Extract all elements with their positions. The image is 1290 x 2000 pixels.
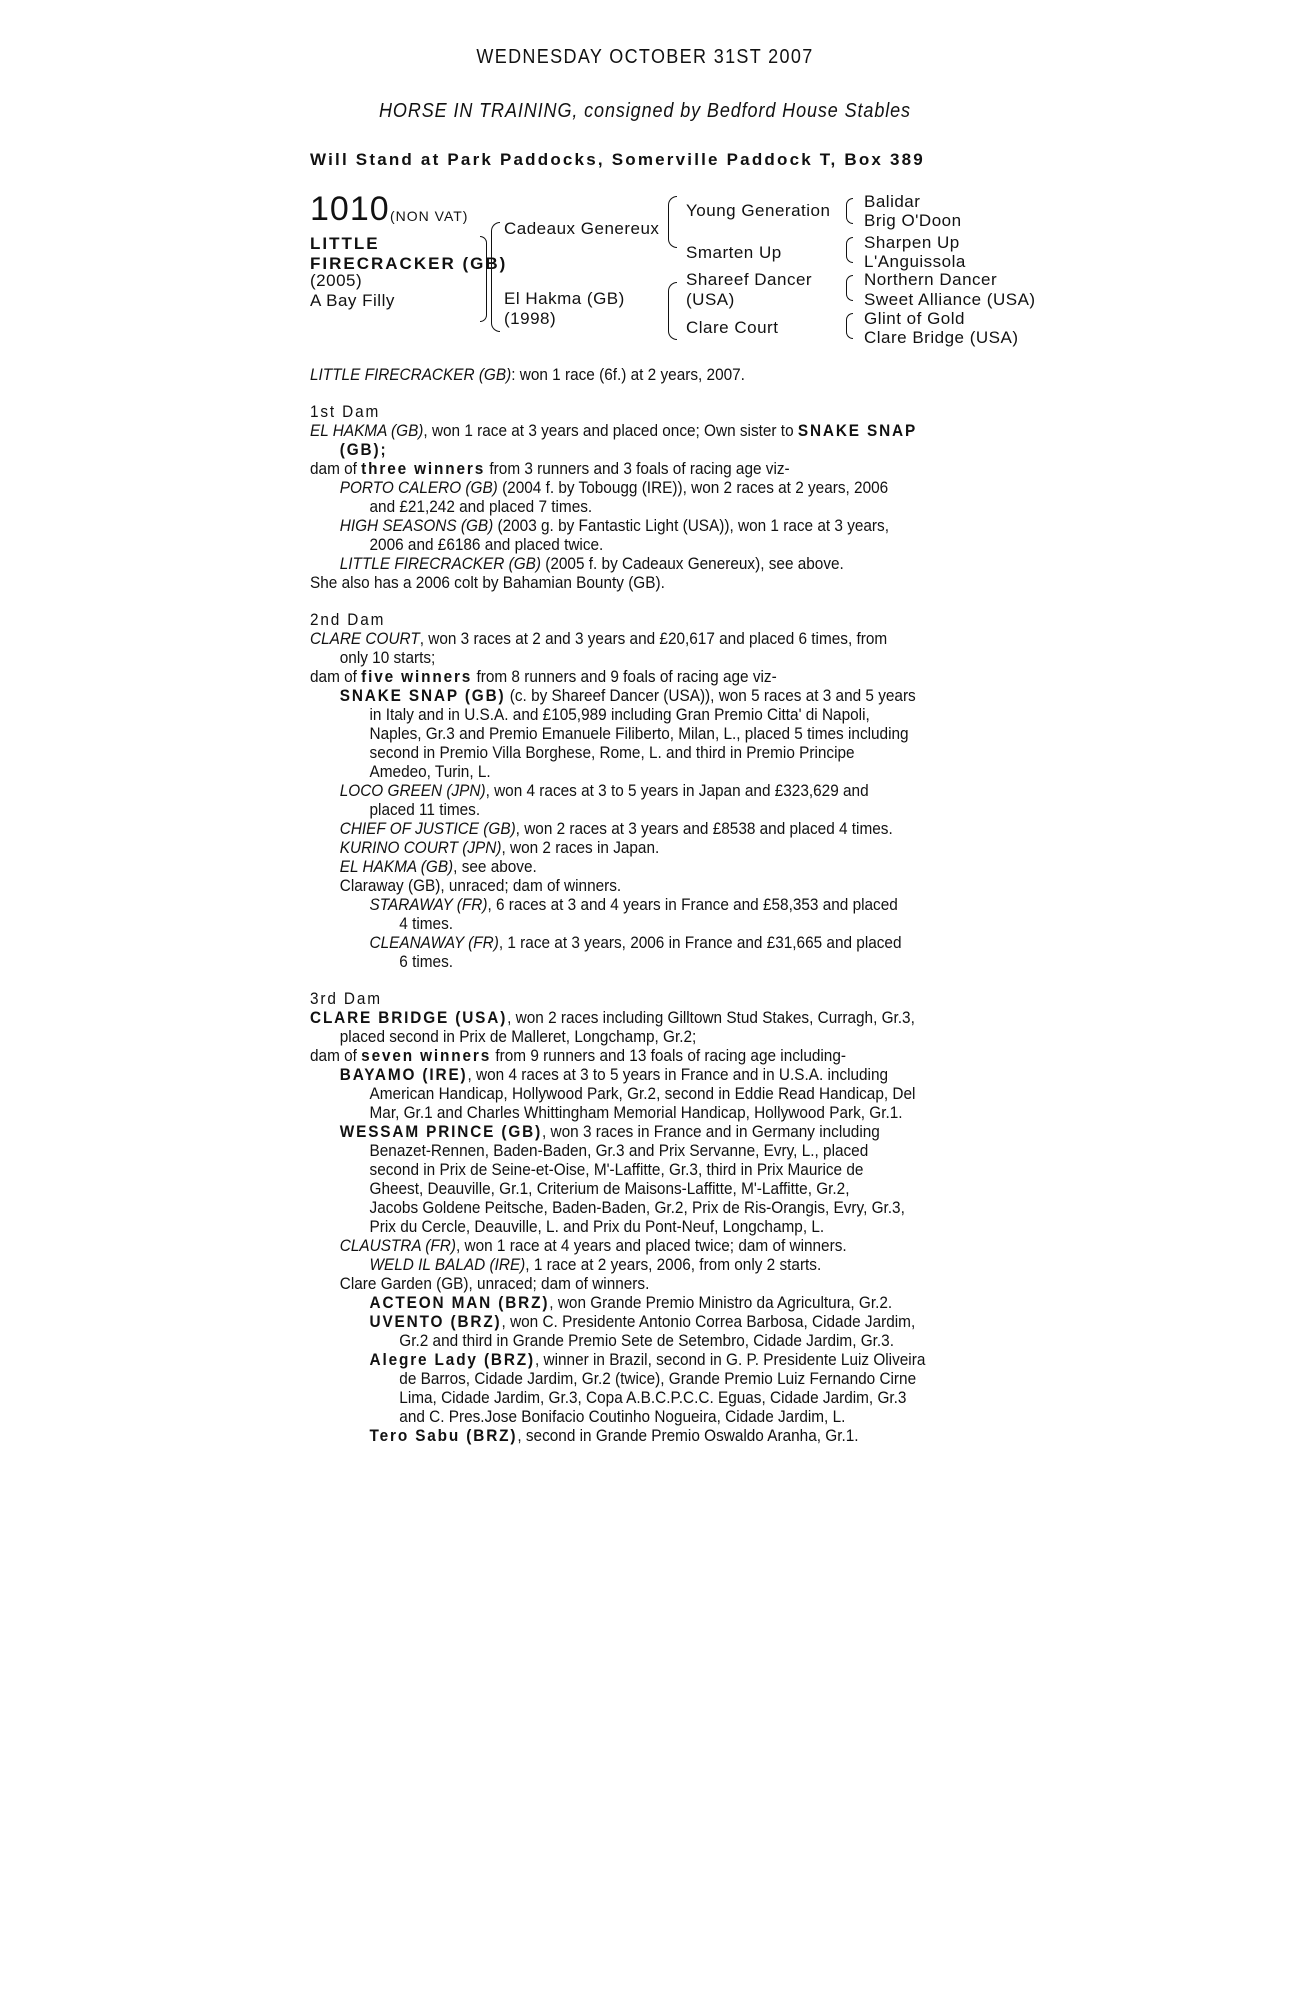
list-item: HIGH SEASONS (GB) (2003 g. by Fantastic Light (USA)), won 1 race at 3 years, [339,517,889,535]
list-item: Clare Garden (GB), unraced; dam of winners. [339,1275,650,1293]
pedigree-dam-sire-line1: Shareef Dancer [686,270,813,289]
horse-name-line1: LITTLE [310,234,380,253]
location-line: Will Stand at Park Paddocks, Somerville Paddock T, Box 389 [310,150,925,169]
list-item: KURINO COURT (JPN), won 2 races in Japan. [339,839,660,857]
second-dam-summary: CLARE COURT, won 3 races at 2 and 3 years and £20,617 and placed 6 times, from [310,630,888,648]
pedigree-brace-dam-parents [668,282,677,340]
second-dam-heading: 2nd Dam [310,611,386,629]
lot-number: 1010 [310,190,390,228]
list-item: WESSAM PRINCE (GB), won 3 races in France and in Germany including [339,1123,880,1141]
list-item: ACTEON MAN (BRZ), won Grande Premio Ministro da Agricultura, Gr.2. [369,1294,893,1312]
consignment-line: HORSE IN TRAINING, consigned by Bedford House Stables [379,100,911,122]
list-item: Claraway (GB), unraced; dam of winners. [339,877,622,895]
pedigree-brace-g3 [846,275,853,301]
pedigree-sire: Cadeaux Genereux [504,219,660,238]
pedigree-g7: Glint of Gold [864,309,965,328]
list-item: Alegre Lady (BRZ), winner in Brazil, second in G. P. Presidente Luiz Oliveira [369,1351,926,1369]
list-item: CHIEF OF JUSTICE (GB), won 2 races at 3 years and £8538 and placed 4 times. [339,820,893,838]
list-item: WELD IL BALAD (IRE), 1 race at 2 years, 2006, from only 2 starts. [369,1256,822,1274]
produce-record: LITTLE FIRECRACKER (GB): won 1 race (6f.) at 2 years, 2007. 1st Dam EL HAKMA (GB), won 1 race at 3 years and placed once; Own sister to SNAKE SNAP (GB); dam of three winners from 3 runners and 3 foals of racing age viz- PORTO CALERO (GB) (2004 f. by Tobougg (IRE)), won 2 races at 2 years, 2006 and £21,242 and placed 7 times. HIGH SEASONS (GB) (2003 g. by Fantastic Light (USA)), won 1 race at 3 years, 2006 and £6186 and placed twice. LITTLE FIRECRACKER (GB) (2005 f. by Cadeaux Genereux), see above. She also has a 2006 colt by Bahamian Bounty (GB). 2nd Dam CLARE COURT, won 3 races at 2 and 3 years and £20,617 and placed 6 times, from only 10 starts; dam of five winners from 8 runners and 9 foals of racing age viz- SNAKE SNAP (GB) (c. by Shareef Dancer (USA)), won 5 races at 3 and 5 years in Italy and in U.S.A. and £105,989 including Gran Premio Citta' di Napoli, Naples, Gr.3 and Premio Emanuele Filiberto, Milan, L., placed 5 times including second in Premio Villa Borghese, Rome, L. and third in Premio Principe Amedeo, Turin, L. LOCO GREEN (JPN), won 4 races at 3 to 5 years in Japan and £323,629 and placed 11 times. CHIEF OF JUSTICE (GB), won 2 races at 3 years and £8538 and placed 4 times. KURINO COURT (JPN), won 2 races in Japan. EL HAKMA (GB), see above. Claraway (GB), unraced; dam of winners. STARAWAY (FR), 6 races at 3 and 4 years in France and £58,353 and placed 4 times. CLEANAWAY (FR), 1 race at 3 years, 2006 in France and £31,665 and placed 6 times. 3rd Dam CLARE BRIDGE (USA), won 2 races including Gilltown Stud Stakes, Curragh, Gr.3, placed second in Prix de Malleret, Longchamp, Gr.2; dam of seven winners from 9 runners and 13 foals of racing age including- BAYAMO (IRE), won 4 races at 3 to 5 years in France and in U.S.A. including American Handicap, Hollywood Park, Gr.2, second in Eddie Read Handicap, Del Mar, Gr.1 and Charles Whittingham Memorial Handicap, Hollywood Park, Gr.1. WESSAM PRINCE (GB), won 3 races in France and in Germany including Benazet-Rennen, Baden-Baden, Gr.3 and Prix Servanne, Evry, L., placed second in Prix de Seine-et-Oise, M'-Laffitte, Gr.3, third in Prix Maurice de Gheest, Deauville, Gr.1, Criterium de Maisons-Laffitte, M'-Laffitte, Gr.2, Jacobs Goldene Peitsche, Baden-Baden, Gr.2, Prix de Ris-Orangis, Evry, Gr.3, Prix du Cercle, Deauville, L. and Prix du Pont-Neuf, Longchamp, L. CLAUSTRA (FR), won 1 race at 4 years and placed twice; dam of winners. WELD IL BALAD (IRE), 1 race at 2 years, 2006, from only 2 starts. Clare Garden (GB), unraced; dam of winners. ACTEON MAN (BRZ), won Grande Premio Ministro da Agricultura, Gr.2. UVENTO (BRZ), won C. Presidente Antonio Correa Barbosa, Cidade Jardim, Gr.2 and third in Grande Premio Sete de Setembro, Cidade Jardim, Gr.3. Alegre Lady (BRZ), winner in Brazil, second in G. P. Presidente Luiz Oliveira de Barros, Cidade Jardim, Gr.2 (twice), Grande Premio Luiz Fernando Cirne Lima, Cidade Jardim, Gr.3, Copa A.B.C.P.C.C. Eguas, Cidade Jardim, Gr.3 and C. Pres.Jose Bonifacio Coutinho Nogueira, Cidade Jardim, L. Tero Sabu (BRZ), second in Grande Premio Oswaldo Aranha, Gr.1. [310,366,935,1446]
horse-description: A Bay Filly [310,291,395,310]
horse-year: (2005) [310,271,363,290]
pedigree-dam-dam: Clare Court [686,318,779,337]
pedigree-g2: Brig O'Doon [864,211,962,230]
pedigree-brace-sire-parents [668,196,677,248]
horse-name-line2: FIRECRACKER (GB) [310,254,508,273]
pedigree-brace-g1 [846,198,853,224]
second-dam-produce: dam of five winners from 8 runners and 9 foals of racing age viz- [310,668,777,686]
pedigree-sire-sire: Young Generation [686,201,831,220]
list-item: SNAKE SNAP (GB) (c. by Shareef Dancer (USA)), won 5 races at 3 and 5 years [339,687,916,705]
list-item: STARAWAY (FR), 6 races at 3 and 4 years in France and £58,353 and placed [369,896,898,914]
list-item: BAYAMO (IRE), won 4 races at 3 to 5 years in France and in U.S.A. including [339,1066,889,1084]
list-item: PORTO CALERO (GB) (2004 f. by Tobougg (IRE)), won 2 races at 2 years, 2006 [339,479,889,497]
third-dam-produce: dam of seven winners from 9 runners and 13 foals of racing age including- [310,1047,846,1065]
first-dam-note: She also has a 2006 colt by Bahamian Bounty (GB). [310,574,665,592]
list-item: Tero Sabu (BRZ), second in Grande Premio Oswaldo Aranha, Gr.1. [369,1427,859,1445]
race-record: LITTLE FIRECRACKER (GB): won 1 race (6f.) at 2 years, 2007. [310,366,745,384]
list-item: UVENTO (BRZ), won C. Presidente Antonio Correa Barbosa, Cidade Jardim, [369,1313,916,1331]
pedigree-g5: Northern Dancer [864,270,998,289]
horse-name [310,234,507,274]
first-dam-heading: 1st Dam [310,403,381,421]
first-dam-summary: EL HAKMA (GB), won 1 race at 3 years and placed once; Own sister to SNAKE SNAP [310,422,918,440]
pedigree-dam-line2: (1998) [504,309,557,328]
pedigree-g3: Sharpen Up [864,233,960,252]
sale-date: WEDNESDAY OCTOBER 31ST 2007 [476,46,814,68]
pedigree-dam-sire-line2: (USA) [686,290,735,309]
pedigree-sire-dam: Smarten Up [686,243,782,262]
pedigree-g8: Clare Bridge (USA) [864,328,1019,347]
pedigree-brace-horse [480,236,487,322]
third-dam-summary: CLARE BRIDGE (USA), won 2 races including Gilltown Stud Stakes, Curragh, Gr.3, [310,1009,915,1027]
pedigree-dam-line1: El Hakma (GB) [504,289,625,308]
pedigree-brace-g2 [846,237,853,263]
third-dam-heading: 3rd Dam [310,990,382,1008]
list-item: EL HAKMA (GB), see above. [339,858,537,876]
first-dam-produce: dam of three winners from 3 runners and 3 foals of racing age viz- [310,460,790,478]
list-item: CLAUSTRA (FR), won 1 race at 4 years and placed twice; dam of winners. [339,1237,847,1255]
list-item: LITTLE FIRECRACKER (GB) (2005 f. by Cadeaux Genereux), see above. [339,555,844,573]
pedigree-g1: Balidar [864,192,921,211]
list-item: CLEANAWAY (FR), 1 race at 3 years, 2006 in France and £31,665 and placed [369,934,902,952]
list-item: LOCO GREEN (JPN), won 4 races at 3 to 5 years in Japan and £323,629 and [339,782,869,800]
pedigree-g4: L'Anguissola [864,252,966,271]
pedigree-g6: Sweet Alliance (USA) [864,290,1036,309]
pedigree-brace-g4 [846,313,853,339]
pedigree-brace-parents [491,222,500,332]
vat-status: (NON VAT) [390,208,469,224]
